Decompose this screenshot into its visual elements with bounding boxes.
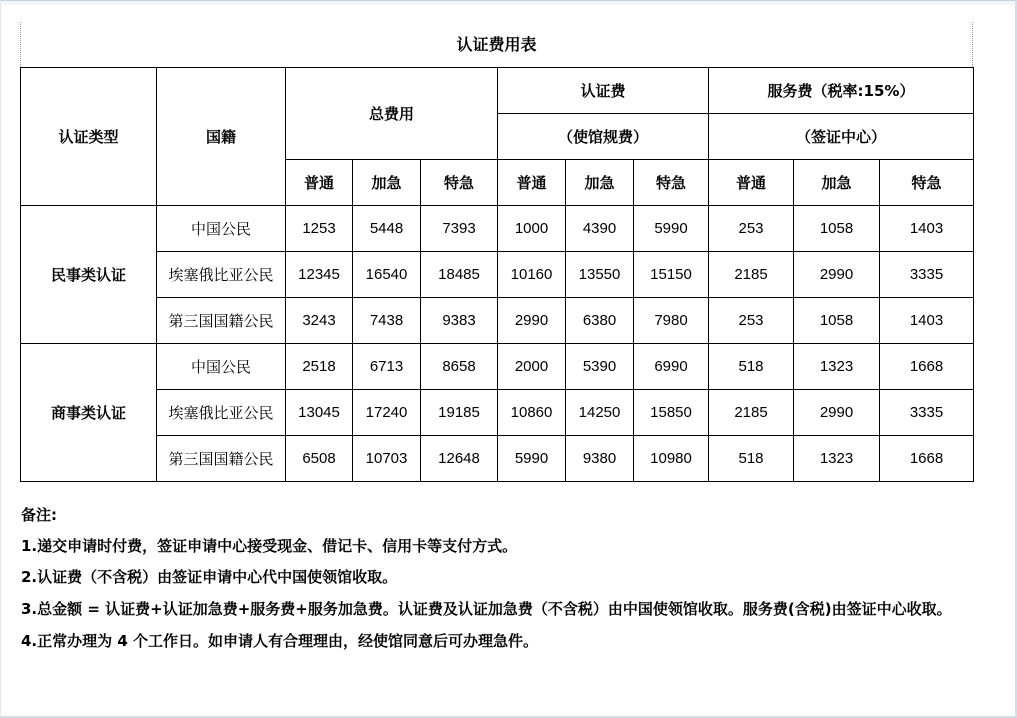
value-cell: 253 (709, 298, 794, 344)
subheader-cell: 加急 (794, 160, 880, 206)
value-cell: 253 (709, 206, 794, 252)
value-cell: 19185 (421, 390, 498, 436)
value-cell: 1253 (286, 206, 353, 252)
value-cell: 10160 (498, 252, 566, 298)
nationality-cell: 中国公民 (157, 344, 286, 390)
value-cell: 5390 (566, 344, 634, 390)
group-type-commercial: 商事类认证 (21, 344, 157, 482)
value-cell: 9380 (566, 436, 634, 482)
value-cell: 10860 (498, 390, 566, 436)
table-row (21, 206, 974, 252)
value-cell: 1403 (880, 298, 974, 344)
subheader-cell: 普通 (709, 160, 794, 206)
header-nationality: 国籍 (157, 68, 286, 206)
value-cell: 3243 (286, 298, 353, 344)
window-left-edge (0, 0, 1, 718)
nationality-cell: 中国公民 (157, 206, 286, 252)
value-cell: 3335 (880, 252, 974, 298)
subheader-cell: 特急 (634, 160, 709, 206)
value-cell: 13550 (566, 252, 634, 298)
nationality-cell: 第三国国籍公民 (157, 298, 286, 344)
value-cell: 10980 (634, 436, 709, 482)
subheader-cell: 特急 (421, 160, 498, 206)
value-cell: 1323 (794, 344, 880, 390)
subheader-cell: 特急 (880, 160, 974, 206)
value-cell: 1323 (794, 436, 880, 482)
header-type: 认证类型 (21, 68, 157, 206)
notes-heading: 备注: (21, 506, 57, 524)
nationality-cell: 第三国国籍公民 (157, 436, 286, 482)
value-cell: 18485 (421, 252, 498, 298)
value-cell: 1000 (498, 206, 566, 252)
table-title-box (20, 22, 973, 67)
value-cell: 17240 (353, 390, 421, 436)
value-cell: 2990 (794, 390, 880, 436)
header-auth-fee-sub: （使馆规费） (498, 114, 709, 160)
value-cell: 16540 (353, 252, 421, 298)
value-cell: 10703 (353, 436, 421, 482)
note-item: 4.正常办理为 4 个工作日。如申请人有合理理由，经使馆同意后可办理急件。 (21, 632, 539, 650)
value-cell: 8658 (421, 344, 498, 390)
value-cell: 6990 (634, 344, 709, 390)
window-top-edge (0, 0, 1017, 5)
value-cell: 4390 (566, 206, 634, 252)
value-cell: 14250 (566, 390, 634, 436)
value-cell: 12648 (421, 436, 498, 482)
header-service-fee: 服务费（税率:15%） (709, 68, 974, 114)
value-cell: 7980 (634, 298, 709, 344)
value-cell: 13045 (286, 390, 353, 436)
value-cell: 1668 (880, 344, 974, 390)
value-cell: 6380 (566, 298, 634, 344)
value-cell: 1403 (880, 206, 974, 252)
table-row (21, 298, 974, 344)
notes-section (21, 503, 981, 654)
value-cell: 6508 (286, 436, 353, 482)
value-cell: 15850 (634, 390, 709, 436)
group-type-civil: 民事类认证 (21, 206, 157, 344)
table-row (21, 390, 974, 436)
value-cell: 518 (709, 344, 794, 390)
value-cell: 6713 (353, 344, 421, 390)
value-cell: 1668 (880, 436, 974, 482)
value-cell: 5990 (498, 436, 566, 482)
value-cell: 5990 (634, 206, 709, 252)
nationality-cell: 埃塞俄比亚公民 (157, 252, 286, 298)
subheader-cell: 普通 (498, 160, 566, 206)
nationality-cell: 埃塞俄比亚公民 (157, 390, 286, 436)
subheader-cell: 加急 (353, 160, 421, 206)
note-item: 2.认证费（不含税）由签证申请中心代中国使领馆收取。 (21, 568, 398, 586)
value-cell: 1058 (794, 206, 880, 252)
value-cell: 5448 (353, 206, 421, 252)
fee-table (20, 67, 974, 482)
table-row (21, 344, 974, 390)
value-cell: 2185 (709, 252, 794, 298)
value-cell: 2990 (498, 298, 566, 344)
subheader-cell: 普通 (286, 160, 353, 206)
header-row-1 (21, 68, 974, 114)
note-item: 3.总金额 = 认证费+认证加急费+服务费+服务加急费。认证费及认证加急费（不含税）由中国使领馆收取。服务费(含税)由签证中心收取。 (21, 600, 952, 618)
value-cell: 2000 (498, 344, 566, 390)
value-cell: 2990 (794, 252, 880, 298)
header-auth-fee: 认证费 (498, 68, 709, 114)
value-cell: 15150 (634, 252, 709, 298)
header-total: 总费用 (286, 68, 498, 160)
value-cell: 2185 (709, 390, 794, 436)
value-cell: 12345 (286, 252, 353, 298)
value-cell: 9383 (421, 298, 498, 344)
header-service-fee-sub: （签证中心） (709, 114, 974, 160)
value-cell: 2518 (286, 344, 353, 390)
note-item: 1.递交申请时付费，签证申请中心接受现金、借记卡、信用卡等支付方式。 (21, 537, 518, 555)
value-cell: 3335 (880, 390, 974, 436)
table-title: 认证费用表 (456, 35, 537, 54)
subheader-cell: 加急 (566, 160, 634, 206)
value-cell: 518 (709, 436, 794, 482)
value-cell: 7438 (353, 298, 421, 344)
table-row (21, 436, 974, 482)
value-cell: 1058 (794, 298, 880, 344)
value-cell: 7393 (421, 206, 498, 252)
table-row (21, 252, 974, 298)
